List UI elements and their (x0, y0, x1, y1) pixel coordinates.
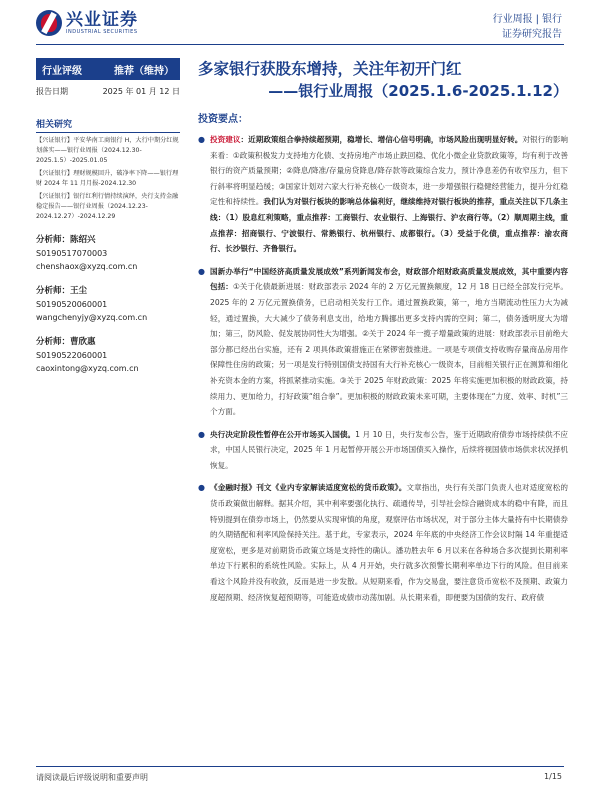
rating-label: 行业评级 (42, 65, 82, 77)
key-point: ● 国新办举行“中国经济高质量发展成效”系列新闻发布会，财政部介绍财政高质量发展成效，其中重要内容包括：①关于化债最新进展：财政部表示 2024 年的 2 万亿元置换额度，12 月 18 日已经全部发行完毕。2025 年的 2 万亿元置换债务，已启动相关发行工作。通过置换政策，第一，地方当期流动性压力大为减轻，通过置换，大大减少了债务利息支出，给地方腾挪出更多支持内需的空间；第二，债务透明度大为增加；第三，防风险、促发展协同性大为增强。②关于 2024 年一揽子增量政策的进展：财政部表示目前绝大部分都已经出台实施，还有 2 项具体政策措施正在紧锣密鼓推进。一项是专项债支持收购存量商品房用作保障性住房的政策；另一项是发行特别国债支持国有大行补充核心一级资本，目前相关银行正在测算和细化补充资本金的方案，将抓紧推动实施。③关于 2025 年财政政策：2025 年将实施更加积极的财政政策，持续用力、更加给力，打好政策“组合拳”。更加积极的财政政策未来可期，主要体现在“力度、效率、时机”三个方面。 (198, 264, 568, 420)
analyst-email[interactable]: chenshaox@xyzq.com.cn (36, 262, 138, 271)
report-category-tag: 证券研究报告 (502, 29, 562, 40)
related-research-item[interactable]: 【兴证银行】平安华南工商银行 H，大行中期分红规划落实——银行业周报（2024.12.30-2025.1.5）-2025.01.05 (36, 137, 179, 164)
analyst-id: S0190517070003 (36, 249, 108, 258)
analyst-id: S0190520060001 (36, 300, 108, 309)
analyst-name: 分析师：王尘 (36, 286, 88, 296)
analyst-email[interactable]: caoxintong@xyzq.com.cn (36, 364, 139, 373)
sidebar (36, 58, 180, 375)
bullet-icon: ● (198, 135, 205, 144)
analyst-block (36, 234, 180, 273)
industry-rating-bar (36, 58, 180, 80)
report-type-tag: 行业周报 (492, 14, 533, 25)
analyst-email[interactable]: wangchenyjy@xyzq.com.cn (36, 313, 148, 322)
related-research-title: 相关研究 (36, 117, 180, 133)
sector-tag: 银行 (542, 14, 562, 25)
analyst-name: 分析师：陈绍兴 (36, 235, 96, 245)
investment-advice-label: 投资建议 (210, 135, 241, 144)
page-number: 1/15 (544, 772, 562, 781)
key-point: ● 投资建议：近期政策组合拳持续超预期，稳增长、增信心信号明确，市场风险出现明显好转。对银行的影响来看：①政策积极发力支持地方化债、支持房地产市场止跌回稳、优化小微企业贷款政策等，均有利于改善银行的资产质量预期；②降息/降准/存量房贷降息/降存款等政策综合发力，预计净息差仍有收窄压力，但下行斜率将明显趋缓；③国家计划对六家大行补充核心一级资本，进一步增强银行稳健经营能力，提升分红稳定性和持续性。我们认为对银行板块的影响总体偏利好，继续维持对银行板块的推荐，重点关注以下几条主线：（1）股息红利策略，重点推荐：工商银行、农业银行、上海银行、沪农商行等。（2）顺周期主线，重点推荐：招商银行、宁波银行、常熟银行、杭州银行、成都银行。（3）受益于化债，重点推荐：渝农商行、长沙银行、齐鲁银行。 (198, 132, 568, 257)
key-point: ● 央行决定阶段性暂停在公开市场买入国债。1 月 10 日，央行发布公告，鉴于近期政府债券市场持续供不应求，中国人民银行决定，2025 年 1 月起暂停开展公开市场国债买入操作，后续将视国债市场供求状况择机恢复。 (198, 427, 568, 474)
report-title: 多家银行获股东增持，关注年初开门红 (198, 60, 462, 78)
brand-name-en: INDUSTRIAL SECURITIES (66, 28, 138, 35)
report-tags: 行业周报 | 银行 证券研究报告 (492, 14, 562, 40)
bullet-icon: ● (198, 266, 205, 276)
footer-divider (36, 766, 564, 767)
footer-disclaimer[interactable]: 请阅读最后评级说明和重要声明 (36, 773, 148, 782)
key-points-heading: 投资要点： (198, 114, 248, 125)
bullet-icon: ● (198, 429, 205, 439)
analyst-id: S0190522060001 (36, 351, 108, 360)
analyst-block (36, 285, 180, 324)
rating-value: 推荐（维持） (114, 65, 174, 77)
main-content (198, 58, 568, 605)
analyst-block (36, 336, 180, 375)
brand-logo-icon (36, 10, 62, 36)
related-research-item[interactable]: 【兴证银行】银行红利行情持续演绎，央行支持金融稳定报告——银行业周报（2024.12.23-2024.12.27）-2024.12.29 (36, 193, 179, 220)
analyst-name: 分析师：曹欣惠 (36, 337, 96, 347)
report-subtitle: ——银行业周报（2025.1.6-2025.1.12） (268, 82, 568, 100)
report-date-value: 2025 年 01 月 12 日 (102, 87, 180, 96)
page-header (0, 0, 600, 50)
related-research-item[interactable]: 【兴证银行】理财规模回升，破净率下降——银行理财 2024 年 11 月月报-2024.12.30 (36, 170, 179, 187)
report-date (36, 86, 180, 97)
key-point: ● 《金融时报》刊文《业内专家解读适度宽松的货币政策》。文章指出，央行有关部门负责人也对适度宽松的货币政策做出解释。据其介绍，其中利率要强化执行、疏通传导，引导社会综合融资成本的稳中有降，而且特别提到在债券市场上，仍然要从实现审慎的角度，观察评估市场状况，对于部分主体大量持有中长期债券的久期错配和利率风险保持关注。基于此，专家表示，2024 年年底的中央经济工作会议时隔 14 年重提适度宽松，更多是对前期货币政策立场是支持性的确认。潘功胜去年 6 月以来在各种场合多次提到长期利率单边下行累积的系统性风险。实际上，从 4 月开始，央行就多次预警长期利率单边下行的风险。但目前来看这个风险并没有收敛，反而是进一步发散。从短期来看，作为交易盘，要注意货币宽松不及预期、政策力度超预期、经济恢复超预期等，可能造成债市动荡加剧。从长期来看，即便要为国债的发行、政府债 (198, 480, 568, 605)
brand-name: 兴业证券 (66, 9, 138, 30)
header-divider (36, 44, 564, 45)
bullet-icon: ● (198, 483, 205, 493)
brand-logo (36, 10, 138, 36)
report-date-label: 报告日期 (36, 87, 68, 96)
